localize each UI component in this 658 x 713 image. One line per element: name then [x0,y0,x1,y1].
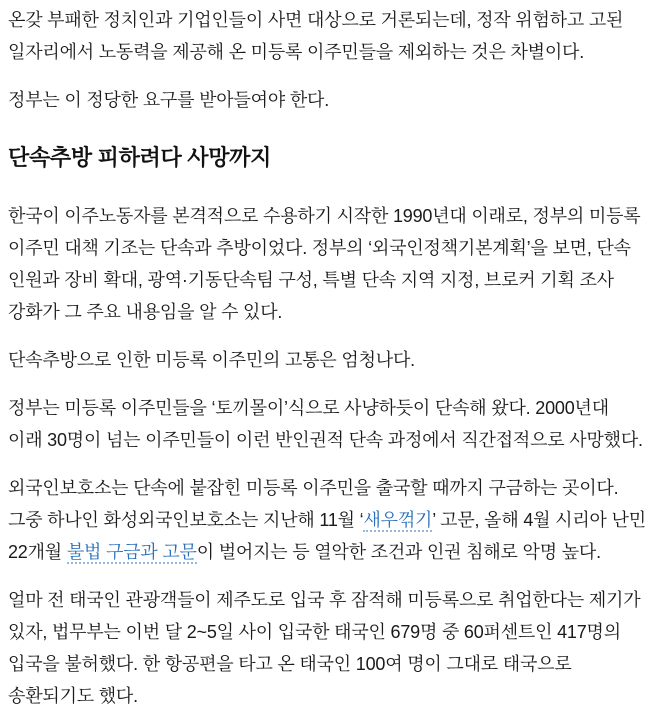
paragraph [8,584,648,712]
paragraph [8,84,648,116]
text-run: 한국이 이주노동자를 본격적으로 수용하기 시작한 1990년대 이래로, 정부의 미등록 이주민 대책 기조는 단속과 추방이었다. 정부의 ‘외국인정책기본계획’을 보면, 단속 인원과 장비 확대, 광역·기동단속팀 구성, 특별 단속 지역 지정, 브로커 기획 조사 강화가 그 주요 내용임을 알 수 있다. [8,206,641,322]
paragraph [8,472,648,568]
paragraph [8,392,648,456]
text-run: 외국인보호소는 단속에 붙잡힌 미등록 이주민을 출국할 때까지 구금하는 곳이다. 그중 하나인 화성외국인보호소는 지난해 11월 ‘ [8,478,619,530]
section-heading [8,143,648,173]
text-run: 정부는 이 정당한 요구를 받아들여야 한다. [8,90,330,110]
inline-link[interactable]: 새우꺾기 [363,510,433,530]
text-run: 단속추방 피하려다 사망까지 [8,145,272,170]
text-run: 단속추방으로 인한 미등록 이주민의 고통은 엄청나다. [8,350,415,370]
paragraph [8,200,648,328]
text-run: 온갖 부패한 정치인과 기업인들이 사면 대상으로 거론되는데, 정작 위험하고 고된 일자리에서 노동력을 제공해 온 미등록 이주민들을 제외하는 것은 차별이다. [8,10,624,62]
text-run: 정부는 미등록 이주민들을 ‘토끼몰이’식으로 사냥하듯이 단속해 왔다. 2000년대 이래 30명이 넘는 이주민들이 이런 반인권적 단속 과정에서 직간접적으로 사망했다. [8,398,643,450]
text-run: 이 벌어지는 등 열악한 조건과 인권 침해로 악명 높다. [196,542,601,562]
paragraph [8,344,648,376]
inline-link[interactable]: 불법 구금과 고문 [66,542,197,562]
text-run: 얼마 전 태국인 관광객들이 제주도로 입국 후 잠적해 미등록으로 취업한다는 제기가 있자, 법무부는 이번 달 2~5일 사이 입국한 태국인 679명 중 60퍼센트인 417명의 입국을 불허했다. 한 항공편을 타고 온 태국인 100여 명이 그대로 태국으로 송환되기도 했다. [8,590,641,706]
text-run: ’ 고문, 올해 4월 시리아 난민 22개월 [8,510,646,562]
paragraph [8,4,648,68]
